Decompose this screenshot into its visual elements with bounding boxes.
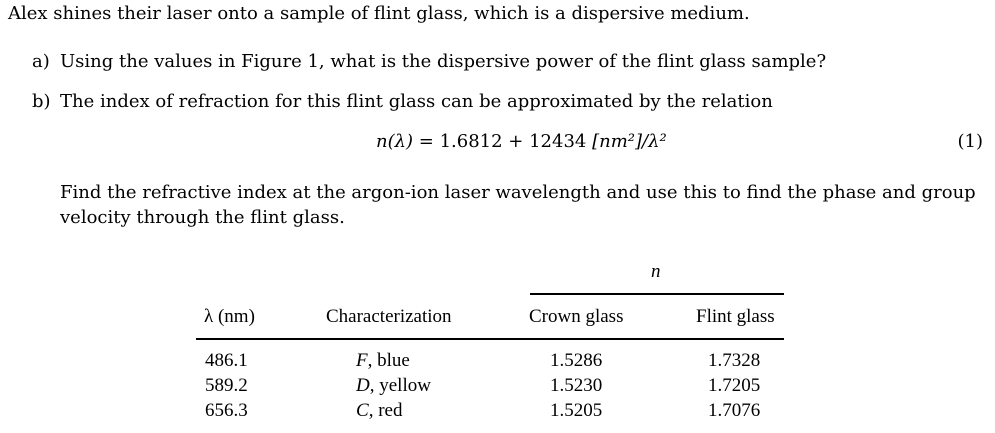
question-b-text: The index of refraction for this flint glass can be approximated by the relation — [60, 91, 773, 112]
header-characterization: Characterization — [326, 306, 452, 327]
paragraph-line-1: Find the refractive index at the argon-ion laser wavelength and use this to find the phase and group — [60, 182, 976, 203]
table-cell-lambda: 486.1 — [205, 350, 248, 371]
header-flint-glass: Flint glass — [696, 306, 775, 327]
table-header-rule — [196, 338, 784, 340]
table-cell-flint: 1.7205 — [708, 375, 761, 396]
table-cell-flint: 1.7076 — [708, 400, 761, 421]
table-cell-crown: 1.5205 — [550, 400, 603, 421]
header-lambda: λ (nm) — [204, 306, 255, 327]
equation — [376, 131, 667, 152]
table-cell-characterization: C, red — [356, 400, 403, 421]
paragraph-line-2: velocity through the flint glass. — [60, 207, 345, 228]
table-cell-characterization: D, yellow — [356, 375, 431, 396]
table-group-rule — [530, 293, 784, 295]
table-cell-characterization: F, blue — [356, 350, 410, 371]
equation-unit: [nm²]/λ² — [592, 131, 667, 152]
header-crown-glass: Crown glass — [529, 306, 624, 327]
table-cell-crown: 1.5286 — [550, 350, 603, 371]
equation-number: (1) — [957, 131, 983, 152]
question-b-label: b) — [32, 91, 51, 112]
table-cell-crown: 1.5230 — [550, 375, 603, 396]
instruction-paragraph — [60, 180, 985, 230]
equation-rhs: 1.6812 + 12434 — [439, 131, 593, 152]
intro-text: Alex shines their laser onto a sample of flint glass, which is a dispersive medium. — [8, 3, 750, 24]
equation-lhs: n(λ) = — [376, 131, 440, 152]
table-group-header-n: n — [651, 261, 661, 282]
table-cell-lambda: 589.2 — [205, 375, 248, 396]
table-cell-lambda: 656.3 — [205, 400, 248, 421]
table-cell-flint: 1.7328 — [708, 350, 761, 371]
question-a-text: Using the values in Figure 1, what is the dispersive power of the flint glass sample? — [60, 51, 827, 72]
refractive-index-table — [196, 258, 786, 428]
question-a-label: a) — [32, 51, 50, 72]
